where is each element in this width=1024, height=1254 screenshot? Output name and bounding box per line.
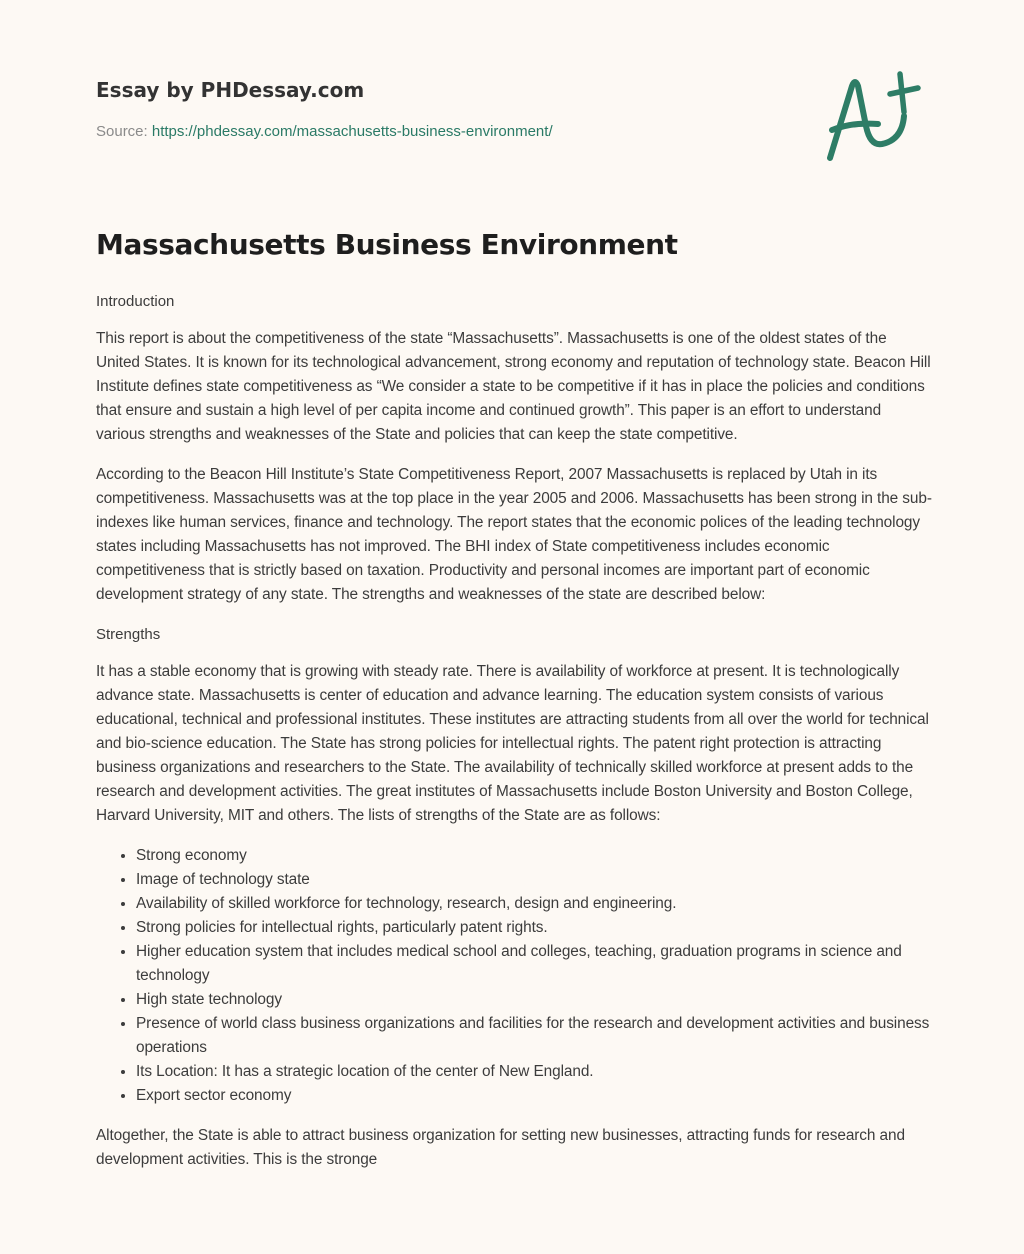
introduction-paragraph-2: According to the Beacon Hill Institute’s State Competitiveness Report, 2007 Massachusetts is replaced by Utah in its competitiveness. Massachusetts was at the top place in the year 2005 and 2006. Massachusetts has been strong in the sub-indexes like human services, finance and technology. The report states that the economic polices of the leading technology states including Massachusetts has not improved. The BHI index of State competitiveness includes economic competitiveness that is strictly based on taxation. Productivity and personal incomes are important part of economic development strategy of any state. The strengths and weaknesses of the state are described below: [96,466,932,603]
article-body [96,222,932,1188]
a-plus-grade-icon [822,66,930,166]
strengths-heading: Strengths [96,626,161,643]
source-label: Source: [96,123,152,140]
strengths-paragraph: It has a stable economy that is growing with steady rate. There is availability of workforce at present. It is technologically advance state. Massachusetts is center of education and advance learning. The education system consists of various educational, technical and professional institutes. These institutes are attracting students from all over the world for technical and bio-science education. The State has strong policies for intellectual rights. The patent right protection is attracting business organizations and researchers to the State. The availability of technically skilled workforce at present adds to the research and development activities. The great institutes of Massachusetts include Boston University and Boston College, Harvard University, MIT and others. The lists of strengths of the State are as follows: [96,663,929,824]
introduction-heading: Introduction [96,293,175,310]
strengths-list [96,844,932,1108]
list-item: • Its Location: It has a strategic location of the center of New England. [136,1060,932,1084]
list-item: • Higher education system that includes medical school and colleges, teaching, graduation programs in science and technology [136,940,932,988]
source-link[interactable]: https://phdessay.com/massachusetts-business-environment/ [151,123,553,140]
list-item: • Strong economy [136,844,932,868]
page-header [96,72,936,142]
brand-title: Essay by PHDessay.com [96,78,365,102]
list-item: • Export sector economy [136,1084,932,1108]
closing-paragraph: Altogether, the State is able to attract business organization for setting new businesses, attracting funds for research and development activities. This is the stronge [96,1127,905,1168]
source-line [96,122,936,142]
list-item: • Strong policies for intellectual rights, particularly patent rights. [136,916,932,940]
list-item: • Presence of world class business organizations and facilities for the research and development activities and business operations [136,1012,932,1060]
list-item: • High state technology [136,988,932,1012]
list-item: • Image of technology state [136,868,932,892]
introduction-paragraph-1: This report is about the competitiveness of the state “Massachusetts”. Massachusetts is one of the oldest states of the United States. It is known for its technological advancement, strong economy and reputation of technology state. Beacon Hill Institute defines state competitiveness as “We consider a state to be competitive if it has in place the policies and conditions that ensure and sustain a high level of per capita income and continued growth”. This paper is an effort to understand various strengths and weaknesses of the State and policies that can keep the state competitive. [96,330,931,443]
list-item: • Availability of skilled workforce for technology, research, design and engineering. [136,892,932,916]
page-title: Massachusetts Business Environment [96,228,678,261]
